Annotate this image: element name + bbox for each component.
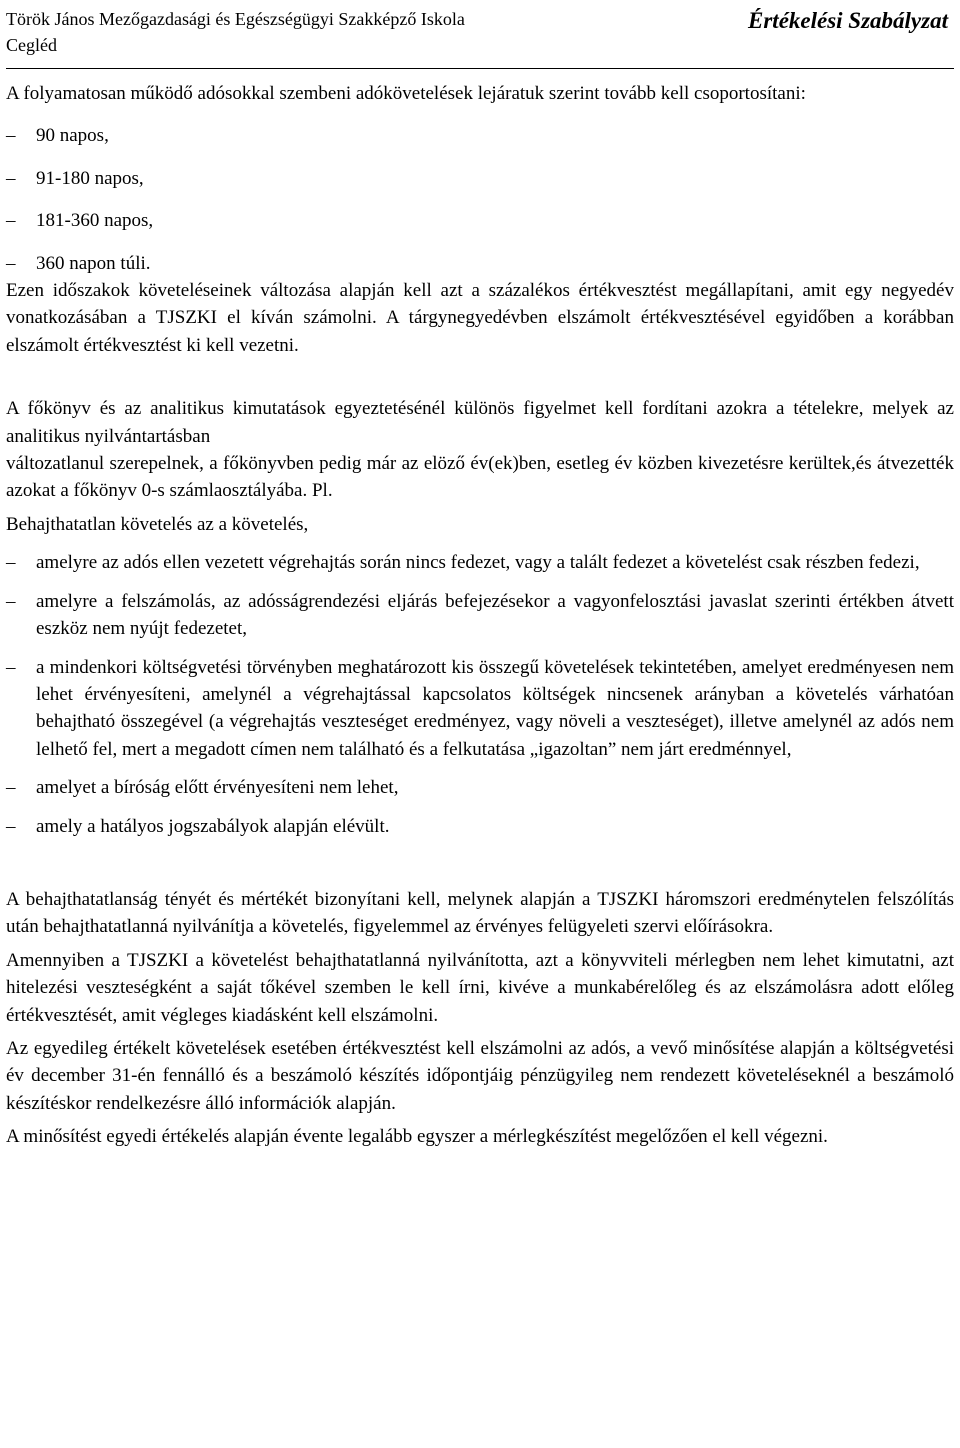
list-item: – 90 napos, bbox=[6, 122, 954, 149]
document-body bbox=[6, 80, 954, 1151]
paragraph-1: A folyamatosan működő adósokkal szembeni adókövetelések lejáratuk szerint tovább kell csoportosítani: bbox=[6, 83, 806, 104]
school-name-line1: Török János Mezőgazdasági és Egészségügyi Szakképző Iskola bbox=[6, 9, 465, 29]
paragraph-4: Behajthatatlan követelés az a követelés, bbox=[6, 513, 309, 535]
dash-bullet: – bbox=[6, 815, 16, 837]
paragraph-7: Az egyedileg értékelt követelések esetében értékvesztést kell elszámolni az adós, a vevő minősítése alapján a költségvetési év december 31-én fennálló és a beszámoló készítés időpontjáig pénzügyileg nem rendezett követeléseknél a beszámoló készítéskor rendelkezésre álló információk alapján. bbox=[6, 1037, 954, 1114]
list-item: – 360 napon túli. bbox=[6, 250, 954, 277]
paragraph-3b: változatlanul szerepelnek, a főkönyvben pedig már az elöző év(ek)ben, esetleg év közben kivezetésre kerültek,és átvezették azokat a főkönyv 0-s számlaosztályába. Pl. bbox=[6, 453, 954, 502]
uncollectible-list bbox=[6, 549, 954, 840]
dash-bullet: – bbox=[6, 656, 16, 678]
list-item: – amelyre a felszámolás, az adósságrendezési eljárás befejezésekor a vagyonfelosztási javaslat szerinti értékben átvett eszköz nem nyújt fedezetet, bbox=[6, 588, 954, 643]
dash-bullet: – bbox=[6, 777, 16, 799]
dash-bullet: – bbox=[6, 210, 16, 232]
dash-bullet: – bbox=[6, 590, 16, 612]
maturity-list bbox=[6, 122, 954, 277]
dash-bullet: – bbox=[6, 552, 16, 574]
page-header bbox=[6, 6, 954, 69]
school-name-line2: Cegléd bbox=[6, 35, 57, 55]
dash-bullet: – bbox=[6, 167, 16, 189]
paragraph-2: Ezen időszakok követeléseinek változása alapján kell azt a százalékos értékvesztést megállapítani, amit egy negyedév vonatkozásában a TJSZKI el kíván számolni. A tárgynegyedévben elszámolt értékvesztésével egyidőben a korábban elszámolt értékvesztést ki kell vezetni. bbox=[6, 280, 954, 356]
paragraph-5: A behajthatatlanság tényét és mértékét bizonyítani kell, melynek alapján a TJSZKI háromszori eredménytelen felszólítás után behajthatatlanná nyilvánítja a követelés, figyelemmel az érvényes felügyeleti szervi előírásokra. bbox=[6, 888, 954, 938]
list-item: – a mindenkori költségvetési törvényben meghatározott kis összegű követelések tekintetében, amelyet eredményesen nem lehet érvényesíteni, amelynél a végrehajtással kapcsolatos költségek nincsenek arányban a követelés várhatóan behajtható összegével (a végrehajtás veszteséget eredményez, vagy növeli a veszteséget), illetve amelynél az adós nem lelhető fel, mert a megadott címen nem található és a felkutatása „igazoltan” nem járt eredménnyel, bbox=[6, 654, 954, 764]
dash-bullet: – bbox=[6, 125, 16, 147]
school-name bbox=[6, 6, 465, 58]
list-item: – amelyet a bíróság előtt érvényesíteni nem lehet, bbox=[6, 774, 954, 801]
list-item: – 91-180 napos, bbox=[6, 165, 954, 192]
paragraph-3a: A főkönyv és az analitikus kimutatások egyeztetésénél különös figyelmet kell fordítani azokra a tételekre, melyek az analitikus nyilvántartásban bbox=[6, 398, 954, 447]
document-title: Értékelési Szabályzat bbox=[748, 8, 948, 33]
list-item: – amely a hatályos jogszabályok alapján elévült. bbox=[6, 813, 954, 840]
paragraph-8: A minősítést egyedi értékelés alapján évente legalább egyszer a mérlegkészítést megelőzően el kell végezni. bbox=[6, 1126, 828, 1148]
list-item: – 181-360 napos, bbox=[6, 207, 954, 234]
paragraph-6: Amennyiben a TJSZKI a követelést behajthatatlanná nyilvánította, azt a könyvviteli mérlegben nem lehet kimutatni, azt hitelezési veszteségként a saját tőkével szemben le kell írni, kivéve a munkabérelőleg és az elszámolásra adott előleg értékvesztését, amit végleges kiadásként kell elszámolni. bbox=[6, 949, 954, 1026]
dash-bullet: – bbox=[6, 252, 16, 274]
list-item: – amelyre az adós ellen vezetett végrehajtás során nincs fedezet, vagy a talált fedezet a követelést csak részben fedezi, bbox=[6, 549, 954, 576]
